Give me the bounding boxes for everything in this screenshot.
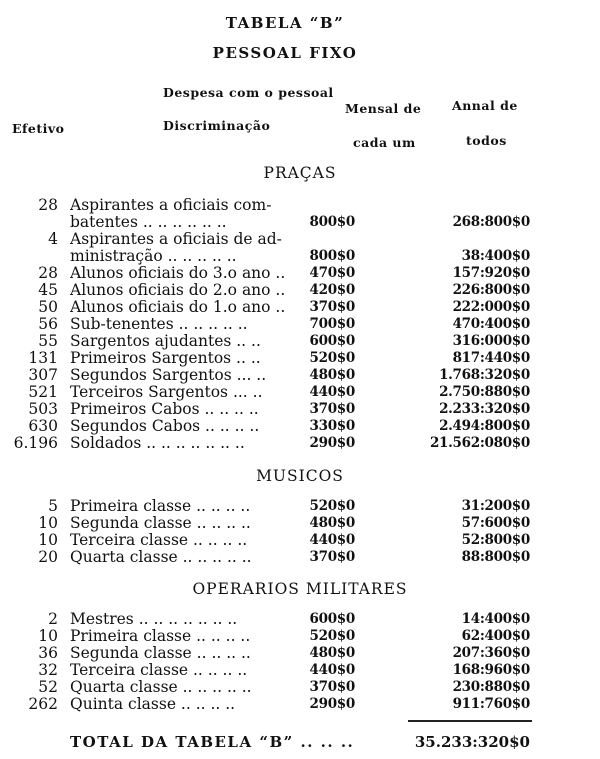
row-mensal: 440$0 xyxy=(309,384,355,400)
table-row xyxy=(0,333,600,350)
table-row xyxy=(0,498,600,515)
row-anual: 226:800$0 xyxy=(452,282,530,298)
table-row xyxy=(0,231,600,248)
header-anual-1: Annal de xyxy=(452,98,518,113)
table-row xyxy=(0,248,600,265)
table-row xyxy=(0,282,600,299)
row-discriminacao: Primeiros Sargentos .. .. xyxy=(70,350,261,367)
row-efetivo: 131 xyxy=(28,349,58,367)
section-heading: OPERARIOS MILITARES xyxy=(192,580,408,598)
row-mensal: 520$0 xyxy=(309,498,355,514)
row-discriminacao: Alunos oficiais do 1.o ano .. xyxy=(70,299,286,316)
row-discriminacao: Sub-tenentes .. .. .. .. .. xyxy=(70,316,248,333)
table-title: TABELA “B” xyxy=(225,14,345,32)
row-efetivo: 28 xyxy=(38,264,58,282)
table-row xyxy=(0,418,600,435)
row-efetivo: 262 xyxy=(28,695,58,713)
header-anual-2: todos xyxy=(466,133,507,148)
total-label: TOTAL DA TABELA “B” .. .. .. xyxy=(70,733,355,751)
row-anual: 31:200$0 xyxy=(461,498,530,514)
row-efetivo: 503 xyxy=(28,400,58,418)
row-discriminacao: Segunda classe .. .. .. .. xyxy=(70,515,251,532)
row-discriminacao: Quinta classe .. .. .. .. xyxy=(70,696,236,713)
row-mensal: 370$0 xyxy=(309,549,355,565)
row-mensal: 440$0 xyxy=(309,532,355,548)
row-anual: 57:600$0 xyxy=(461,515,530,531)
row-efetivo: 630 xyxy=(28,417,58,435)
table-row xyxy=(0,265,600,282)
row-discriminacao: Mestres .. .. .. .. .. .. .. xyxy=(70,611,238,628)
row-mensal: 420$0 xyxy=(309,282,355,298)
row-efetivo: 10 xyxy=(38,514,58,532)
row-efetivo: 307 xyxy=(28,366,58,384)
header-despesa: Despesa com o pessoal xyxy=(163,85,334,100)
row-discriminacao: Terceira classe .. .. .. .. xyxy=(70,532,248,549)
row-efetivo: 28 xyxy=(38,196,58,214)
row-mensal: 370$0 xyxy=(309,299,355,315)
table-row xyxy=(0,662,600,679)
row-anual: 268:800$0 xyxy=(452,214,530,230)
row-discriminacao: Segunda classe .. .. .. .. xyxy=(70,645,251,662)
table-row xyxy=(0,628,600,645)
row-discriminacao: Quarta classe .. .. .. .. .. xyxy=(70,549,252,566)
row-anual: 88:800$0 xyxy=(461,549,530,565)
row-anual: 2.494:800$0 xyxy=(439,418,530,434)
row-anual: 222:000$0 xyxy=(452,299,530,315)
section-heading: PRAÇAS xyxy=(263,164,337,182)
row-efetivo: 521 xyxy=(28,383,58,401)
row-anual: 207:360$0 xyxy=(452,645,530,661)
row-efetivo: 50 xyxy=(38,298,58,316)
row-anual: 14:400$0 xyxy=(461,611,530,627)
row-anual: 2.233:320$0 xyxy=(439,401,530,417)
section-heading: MUSICOS xyxy=(256,467,344,485)
header-mensal-2: cada um xyxy=(353,135,416,150)
row-efetivo: 20 xyxy=(38,548,58,566)
row-anual: 470:400$0 xyxy=(452,316,530,332)
header-discriminacao: Discriminação xyxy=(163,118,271,133)
row-anual: 817:440$0 xyxy=(452,350,530,366)
row-mensal: 290$0 xyxy=(309,696,355,712)
table-row xyxy=(0,367,600,384)
row-discriminacao: Aspirantes a oficiais com- xyxy=(70,197,272,214)
table-subtitle: PESSOAL FIXO xyxy=(212,44,358,62)
row-mensal: 700$0 xyxy=(309,316,355,332)
row-anual: 168:960$0 xyxy=(452,662,530,678)
row-mensal: 600$0 xyxy=(309,611,355,627)
row-discriminacao: Quarta classe .. .. .. .. .. xyxy=(70,679,252,696)
row-mensal: 800$0 xyxy=(309,214,355,230)
row-anual: 52:800$0 xyxy=(461,532,530,548)
row-discriminacao: Primeira classe .. .. .. .. xyxy=(70,498,251,515)
table-row xyxy=(0,197,600,214)
row-anual: 2.750:880$0 xyxy=(439,384,530,400)
table-row xyxy=(0,645,600,662)
row-efetivo: 32 xyxy=(38,661,58,679)
table-row xyxy=(0,299,600,316)
row-mensal: 520$0 xyxy=(309,628,355,644)
row-anual: 157:920$0 xyxy=(452,265,530,281)
row-anual: 21.562:080$0 xyxy=(429,435,530,451)
row-efetivo: 5 xyxy=(48,497,58,515)
row-mensal: 800$0 xyxy=(309,248,355,264)
header-efetivo: Efetivo xyxy=(12,121,65,136)
row-discriminacao: Primeira classe .. .. .. .. xyxy=(70,628,251,645)
table-row xyxy=(0,435,600,452)
row-mensal: 440$0 xyxy=(309,662,355,678)
table-row xyxy=(0,384,600,401)
row-efetivo: 2 xyxy=(48,610,58,628)
row-discriminacao: batentes .. .. .. .. .. .. xyxy=(70,214,227,231)
row-discriminacao: Alunos oficiais do 3.o ano .. xyxy=(70,265,286,282)
row-mensal: 290$0 xyxy=(309,435,355,451)
row-anual: 38:400$0 xyxy=(461,248,530,264)
row-discriminacao: Segundos Cabos .. .. .. .. xyxy=(70,418,260,435)
row-mensal: 370$0 xyxy=(309,401,355,417)
table-row xyxy=(0,350,600,367)
row-anual: 230:880$0 xyxy=(452,679,530,695)
row-efetivo: 36 xyxy=(38,644,58,662)
total-rule xyxy=(408,720,532,722)
table-row xyxy=(0,401,600,418)
row-mensal: 600$0 xyxy=(309,333,355,349)
row-anual: 316:000$0 xyxy=(452,333,530,349)
row-anual: 1.768:320$0 xyxy=(439,367,530,383)
row-discriminacao: ministração .. .. .. .. .. xyxy=(70,248,237,265)
row-discriminacao: Alunos oficiais do 2.o ano .. xyxy=(70,282,286,299)
row-mensal: 480$0 xyxy=(309,645,355,661)
table-row xyxy=(0,696,600,713)
row-efetivo: 6.196 xyxy=(13,434,58,452)
table-row xyxy=(0,611,600,628)
row-mensal: 480$0 xyxy=(309,515,355,531)
row-discriminacao: Segundos Sargentos ... .. xyxy=(70,367,267,384)
header-mensal-1: Mensal de xyxy=(345,101,422,116)
row-discriminacao: Aspirantes a oficiais de ad- xyxy=(70,231,282,248)
total-value: 35.233:320$0 xyxy=(414,733,530,751)
row-discriminacao: Soldados .. .. .. .. .. .. .. xyxy=(70,435,245,452)
row-efetivo: 45 xyxy=(38,281,58,299)
row-efetivo: 10 xyxy=(38,531,58,549)
row-mensal: 480$0 xyxy=(309,367,355,383)
row-discriminacao: Terceira classe .. .. .. .. xyxy=(70,662,248,679)
row-discriminacao: Primeiros Cabos .. .. .. .. xyxy=(70,401,259,418)
row-mensal: 370$0 xyxy=(309,679,355,695)
row-discriminacao: Sargentos ajudantes .. .. xyxy=(70,333,261,350)
row-efetivo: 55 xyxy=(38,332,58,350)
table-row xyxy=(0,532,600,549)
row-efetivo: 52 xyxy=(38,678,58,696)
table-row xyxy=(0,515,600,532)
table-row xyxy=(0,679,600,696)
row-mensal: 470$0 xyxy=(309,265,355,281)
row-mensal: 520$0 xyxy=(309,350,355,366)
table-row xyxy=(0,214,600,231)
table-row xyxy=(0,316,600,333)
row-anual: 62:400$0 xyxy=(461,628,530,644)
row-mensal: 330$0 xyxy=(309,418,355,434)
table-row xyxy=(0,549,600,566)
row-efetivo: 56 xyxy=(38,315,58,333)
row-efetivo: 4 xyxy=(48,230,58,248)
row-discriminacao: Terceiros Sargentos ... .. xyxy=(70,384,263,401)
row-efetivo: 10 xyxy=(38,627,58,645)
row-anual: 911:760$0 xyxy=(452,696,530,712)
